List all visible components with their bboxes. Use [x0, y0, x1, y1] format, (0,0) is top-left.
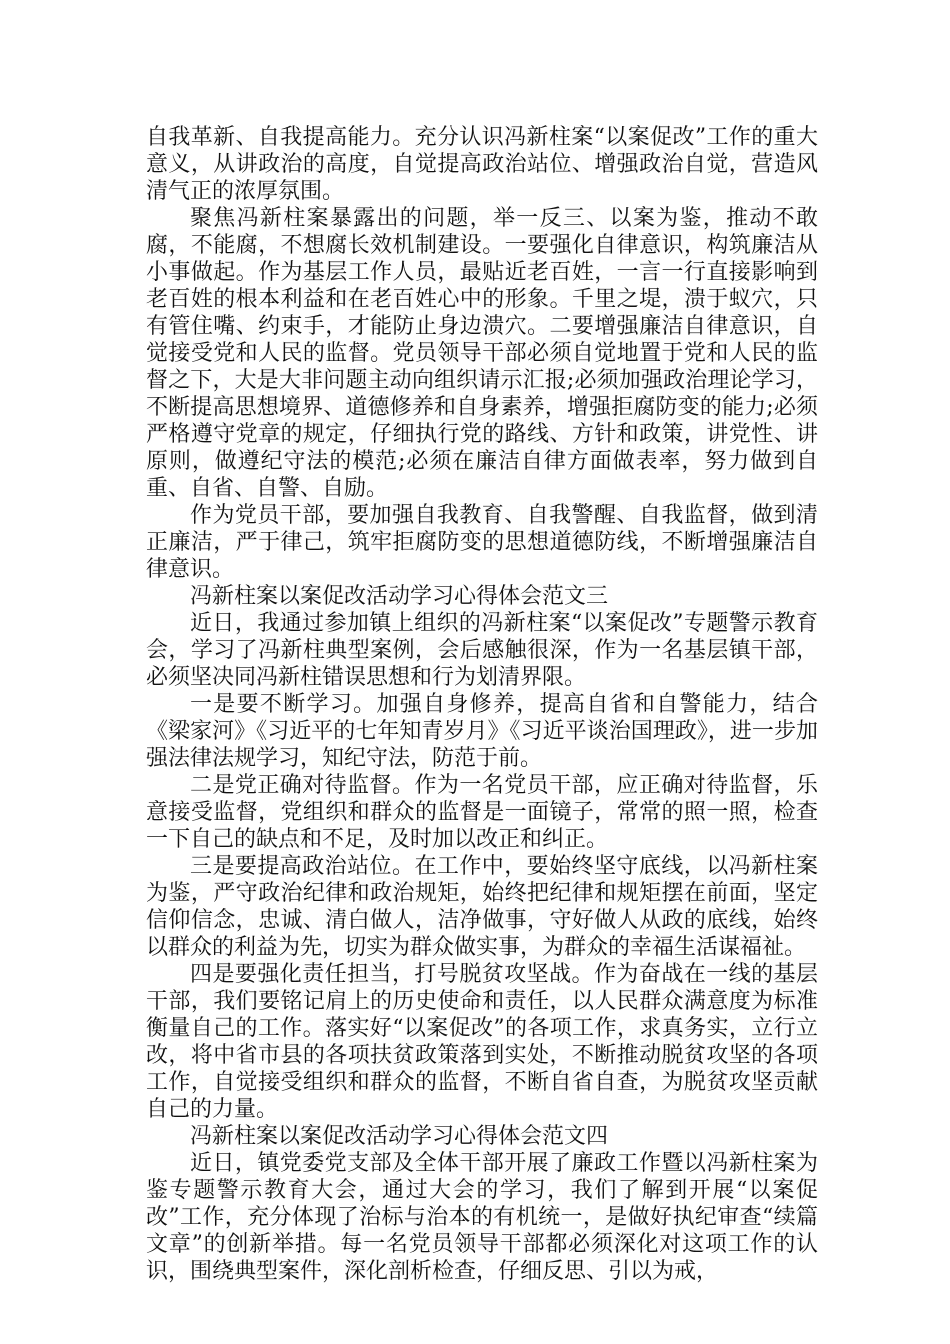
section-heading: 冯新柱案以案促改活动学习心得体会范文三 [190, 584, 609, 609]
paragraph: 作为党员干部，要加强自我教育、自我警醒、自我监督，做到清正廉洁，严于律己，筑牢拒腐防变的思想道德防线，不断增强廉洁自律意识。 [146, 503, 818, 582]
paragraph: 近日，我通过参加镇上组织的冯新柱案“以案促改”专题警示教育会，学习了冯新柱典型案例，会后感触很深，作为一名基层镇干部，必须坚决同冯新柱错误思想和行为划清界限。 [146, 611, 818, 690]
section-heading: 冯新柱案以案促改活动学习心得体会范文四 [190, 1124, 609, 1149]
paragraph: 自我革新、自我提高能力。充分认识冯新柱案“以案促改”工作的重大意义，从讲政治的高度，自觉提高政治站位、增强政治自觉，营造风清气正的浓厚氛围。 [146, 125, 818, 204]
paragraph: 一是要不断学习。加强自身修养，提高自省和自警能力，结合《梁家河》《习近平的七年知青岁月》《习近平谈治国理政》，进一步加强法律法规学习，知纪守法，防范于前。 [146, 692, 818, 771]
paragraph: 三是要提高政治站位。在工作中，要始终坚守底线，以冯新柱案为鉴，严守政治纪律和政治规矩，始终把纪律和规矩摆在前面，坚定信仰信念，忠诚、清白做人，洁净做事，守好做人从政的底线，始终以群众的利益为先，切实为群众做实事，为群众的幸福生活谋福祉。 [146, 854, 818, 960]
paragraph: 聚焦冯新柱案暴露出的问题，举一反三、以案为鉴，推动不敢腐，不能腐，不想腐长效机制建设。一要强化自律意识，构筑廉洁从小事做起。作为基层工作人员，最贴近老百姓，一言一行直接影响到老百姓的根本利益和在老百姓心中的形象。千里之堤，溃于蚁穴，只有管住嘴、约束手，才能防止身边溃穴。二要增强廉洁自律意识，自觉接受党和人民的监督。党员领导干部必须自觉地置于党和人民的监督之下，大是大非问题主动向组织请示汇报;必须加强政治理论学习，不断提高思想境界、道德修养和自身素养，增强拒腐防变的能力;必须严格遵守党章的规定，仔细执行党的路线、方针和政策，讲党性、讲原则，做遵纪守法的模范;必须在廉洁自律方面做表率，努力做到自重、自省、自警、自励。 [146, 206, 818, 501]
paragraph: 近日，镇党委党支部及全体干部开展了廉政工作暨以冯新柱案为鉴专题警示教育大会，通过大会的学习，我们了解到开展“以案促改”工作，充分体现了治标与治本的有机统一，是做好执纪审查“续篇文章”的创新举措。每一名党员领导干部都必须深化对这项工作的认识，围绕典型案件，深化剖析检查，仔细反思、引以为戒， [146, 1151, 818, 1284]
paragraph: 二是党正确对待监督。作为一名党员干部，应正确对待监督，乐意接受监督，党组织和群众的监督是一面镜子，常常的照一照，检查一下自己的缺点和不足，及时加以改正和纠正。 [146, 773, 818, 852]
paragraph: 四是要强化责任担当，打号脱贫攻坚战。作为奋战在一线的基层干部，我们要铭记肩上的历史使命和责任，以人民群众满意度为标准衡量自己的工作。落实好“以案促改”的各项工作，求真务实，立行立改，将中省市县的各项扶贫政策落到实处，不断推动脱贫攻坚的各项工作，自觉接受组织和群众的监督，不断自省自查，为脱贫攻坚贡献自己的力量。 [146, 962, 818, 1122]
document-page [146, 124, 818, 1285]
